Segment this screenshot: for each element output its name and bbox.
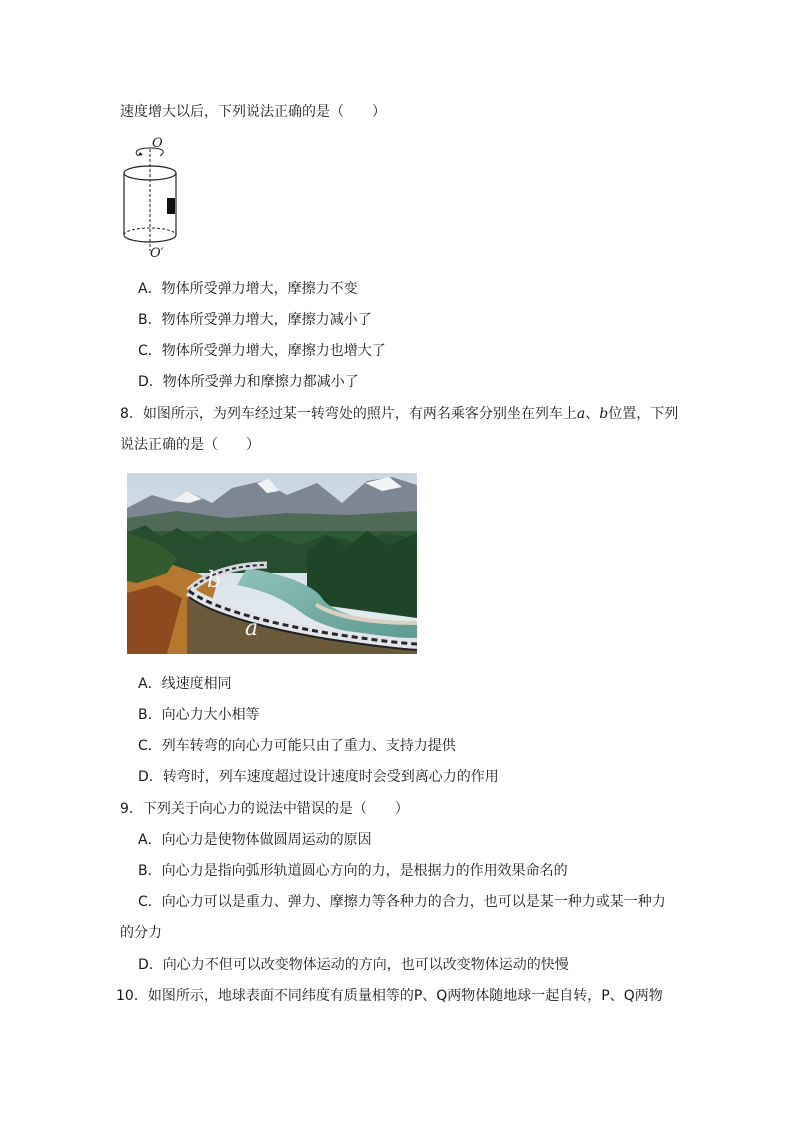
q9-option-a: A．向心力是使物体做圆周运动的原因 bbox=[138, 832, 372, 848]
q8-stem-line2: 说法正确的是（ ） bbox=[120, 437, 260, 453]
q7-option-d: D．物体所受弹力和摩擦力都减小了 bbox=[138, 374, 359, 390]
q9-option-b: B．向心力是指向弧形轨道圆心方向的力，是根据力的作用效果命名的 bbox=[138, 863, 568, 879]
block-on-wall bbox=[167, 198, 175, 214]
rotating-cylinder-figure bbox=[110, 135, 190, 260]
q8-option-a: A．线速度相同 bbox=[138, 676, 232, 692]
q8-stem-post: 位置，下列 bbox=[608, 406, 679, 422]
q8-option-d: D．转弯时，列车速度超过设计速度时会受到离心力的作用 bbox=[138, 769, 499, 785]
photo-label-a: a bbox=[245, 616, 259, 641]
q7-option-c: C．物体所受弹力增大，摩擦力也增大了 bbox=[138, 343, 386, 359]
train-curve-photo bbox=[127, 473, 417, 654]
q9-option-c: C．向心力可以是重力、弹力、摩擦力等各种力的合力，也可以是某一种力或某一种力 bbox=[138, 894, 666, 910]
q8-stem-pre: 8．如图所示，为列车经过某一转弯处的照片，有两名乘客分别坐在列车上 bbox=[120, 406, 577, 422]
q8-var-b: b bbox=[599, 406, 609, 422]
q8-var-a: a bbox=[576, 406, 586, 422]
q10-stem: 10．如图所示，地球表面不同纬度有质量相等的P、Q两物体随地球一起自转，P、Q两物 bbox=[116, 988, 663, 1004]
q8-sep: 、 bbox=[585, 406, 600, 422]
q7-option-a: A．物体所受弹力增大，摩擦力不变 bbox=[138, 281, 358, 297]
q9-stem: 9．下列关于向心力的说法中错误的是（ ） bbox=[120, 801, 409, 817]
photo-label-b: b bbox=[207, 568, 222, 593]
q8-stem bbox=[120, 404, 678, 424]
q9-option-d: D．向心力不但可以改变物体运动的方向，也可以改变物体运动的快慢 bbox=[138, 957, 569, 973]
q8-option-c: C．列车转弯的向心力可能只由了重力、支持力提供 bbox=[138, 738, 456, 754]
cylinder-top-ellipse bbox=[124, 166, 176, 180]
rotation-arrow-head bbox=[138, 152, 143, 156]
q7-stem-end: 速度增大以后，下列说法正确的是（ ） bbox=[120, 104, 386, 120]
q9-option-c-continued: 的分力 bbox=[120, 925, 162, 941]
q8-option-b: B．向心力大小相等 bbox=[138, 707, 260, 723]
label-bottom-o-prime: O′ bbox=[150, 246, 164, 260]
label-top-o: O bbox=[152, 136, 163, 151]
q7-option-b: B．物体所受弹力增大，摩擦力减小了 bbox=[138, 312, 372, 328]
